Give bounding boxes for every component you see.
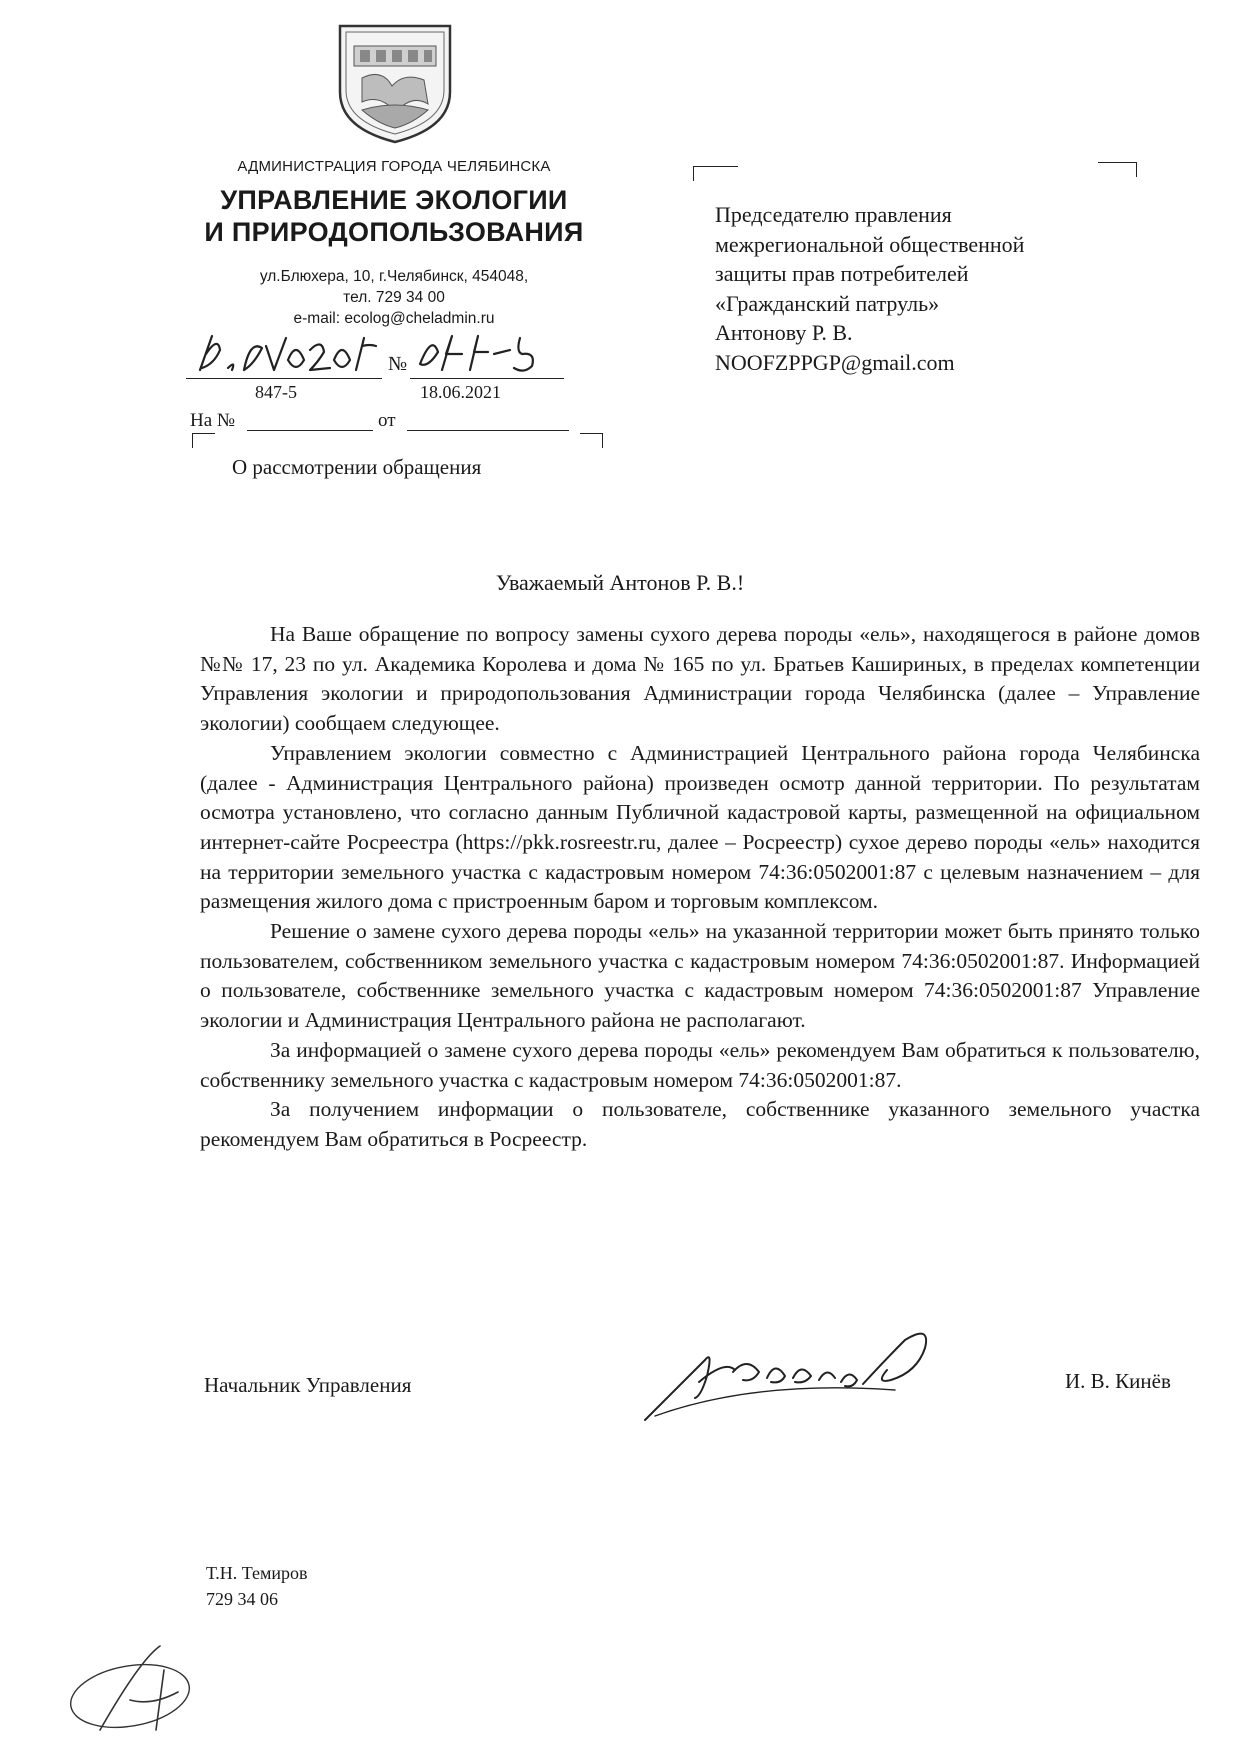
subject-corner-left <box>192 433 215 448</box>
reply-to-number-label: На № <box>190 410 236 431</box>
department-contacts <box>196 266 592 329</box>
letter-body <box>200 620 1200 1155</box>
handwritten-registration-date <box>192 330 382 378</box>
executor-phone: 729 34 06 <box>206 1589 278 1609</box>
greeting: Уважаемый Антонов Р. В.! <box>495 570 745 595</box>
department-title-line2: И ПРИРОДОПОЛЬЗОВАНИЯ <box>204 217 584 247</box>
handwritten-registration-number <box>412 330 562 378</box>
body-paragraph: За получением информации о пользователе, собственнике указанного земельного участка рекомендуем Вам обратиться в Росреестр. <box>200 1097 1200 1151</box>
addressee-line: Антонову Р. В. <box>715 320 853 345</box>
body-paragraph: Управлением экологии совместно с Администрацией Центрального района города Челябинска (далее - Администрация Центрального района) произведен осмотр данной территории. По результатам осмотра установлено, что согласно данным Публичной кадастровой карты, размещенной на официальном интернет-сайте Росреестра (https://pkk.rosreestr.ru, далее – Росреестр) сухое дерево породы «ель» находится на территории земельного участка с кадастровым номером 74:36:0502001:87 с целевым назначением – для размещения жилого дома с пристроенным баром и торговым комплексом. <box>200 740 1200 914</box>
addressee-line: защиты прав потребителей <box>715 261 969 286</box>
executor-block <box>206 1560 308 1612</box>
addressee-block <box>715 200 1145 377</box>
city-emblem <box>332 20 458 146</box>
typed-registration-number: 847-5 <box>255 382 297 402</box>
reply-to-date-label: от <box>378 410 396 431</box>
department-title <box>196 184 592 248</box>
registration-number-line <box>410 378 564 379</box>
registration-date-line <box>186 378 382 379</box>
addressee-line: «Гражданский патруль» <box>715 290 940 316</box>
letter-subject: О рассмотрении обращения <box>232 455 482 479</box>
body-paragraph: За информацией о замене сухого дерева породы «ель» рекомендуем Вам обратиться к пользователю, собственнику земельного участка с кадастровым номером 74:36:0502001:87. <box>200 1037 1200 1092</box>
department-address: ул.Блюхера, 10, г.Челябинск, 454048, <box>259 268 529 285</box>
body-paragraph: Решение о замене сухого дерева породы «ель» на указанной территории может быть принято только пользователем, собственником земельного участка с кадастровым номером 74:36:0502001:87. Информацией о пользователе, собственнике земельного участка с кадастровым номером 74:36:0502001:87 Управление экологии и Администрация Центрального района не располагают. <box>200 919 1200 1033</box>
department-title-line1: УПРАВЛЕНИЕ ЭКОЛОГИИ <box>220 185 568 215</box>
addressee-email: NOOFZPPGP@gmail.com <box>715 349 955 375</box>
department-phone: тел. 729 34 00 <box>343 289 445 306</box>
subject-corner-right <box>580 433 603 448</box>
registration-number-sign: № <box>388 353 408 375</box>
addressee-corner-right <box>1098 162 1137 177</box>
handwritten-initials <box>60 1640 210 1740</box>
department-email: e-mail: ecolog@cheladmin.ru <box>293 310 495 327</box>
addressee-corner-left <box>693 166 738 181</box>
handwritten-signature <box>635 1320 990 1430</box>
addressee-line: Председателю правления <box>715 202 952 227</box>
typed-registration-date: 18.06.2021 <box>420 382 501 402</box>
signatory-position: Начальник Управления <box>204 1373 412 1397</box>
reply-to-number-line <box>247 430 373 431</box>
signatory-name: И. В. Кинёв <box>1065 1369 1171 1393</box>
addressee-line: межрегиональной общественной <box>715 231 1025 257</box>
executor-name: Т.Н. Темиров <box>206 1563 308 1583</box>
body-paragraph: На Ваше обращение по вопросу замены сухого дерева породы «ель», находящегося в районе домов №№ 17, 23 по ул. Академика Королева и дома № 165 по ул. Братьев Кашириных, в пределах компетенции Управления экологии и природопользования Администрации города Челябинска (далее – Управление экологии) сообщаем следующее. <box>200 622 1200 736</box>
administration-name: АДМИНИСТРАЦИЯ ГОРОДА ЧЕЛЯБИНСКА <box>237 158 551 175</box>
reply-to-date-line <box>407 430 569 431</box>
